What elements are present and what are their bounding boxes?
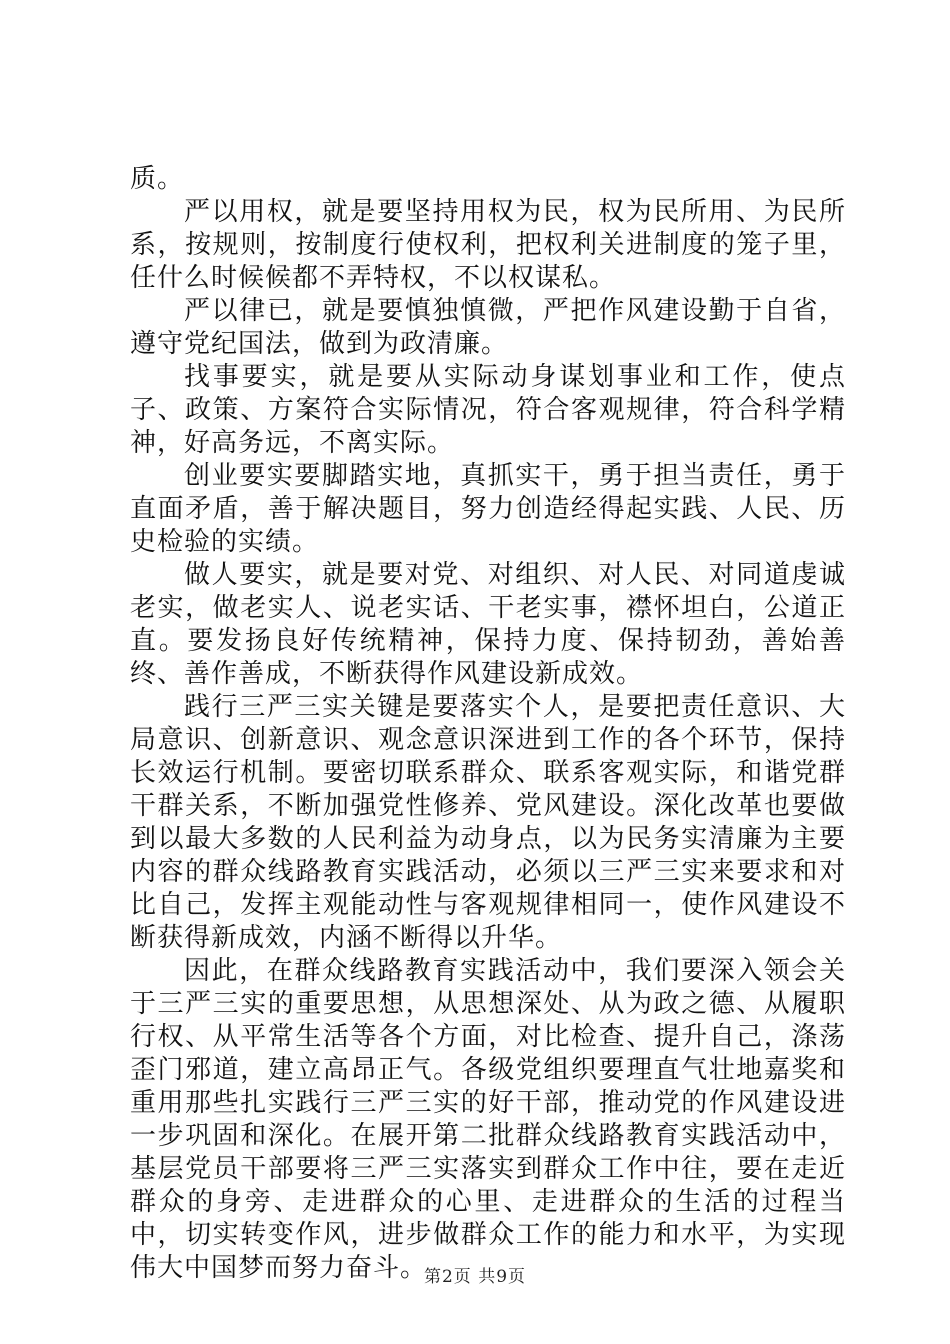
document-body xyxy=(130,163,846,1285)
paragraph: 严以律已，就是要慎独慎微，严把作风建设勤于自省，遵守党纪国法，做到为政清廉。 xyxy=(130,296,846,359)
paragraph: 创业要实要脚踏实地，真抓实干，勇于担当责任，勇于直面矛盾，善于解决题目，努力创造经得起实践、人民、历史检验的实绩。 xyxy=(130,461,846,557)
paragraph: 践行三严三实关键是要落实个人，是要把责任意识、大局意识、创新意识、观念意识深进到工作的各个环节，保持长效运行机制。要密切联系群众、联系客观实际，和谐党群干群关系，不断加强党性修养、党风建设。深化改革也要做到以最大多数的人民利益为动身点，以为民务实清廉为主要内容的群众线路教育实践活动，必须以三严三实来要求和对比自己，发挥主观能动性与客观规律相同一，使作风建设不断获得新成效，内涵不断得以升华。 xyxy=(130,692,846,953)
paragraph: 做人要实，就是要对党、对组织、对人民、对同道虔诚老实，做老实人、说老实话、干老实事，襟怀坦白，公道正直。要发扬良好传统精神，保持力度、保持韧劲，善始善终、善作善成，不断获得作风建设新成效。 xyxy=(130,560,846,689)
paragraph: 找事要实，就是要从实际动身谋划事业和工作，使点子、政策、方案符合实际情况，符合客观规律，符合科学精神，好高务远，不离实际。 xyxy=(130,362,846,458)
page-number-footer: 第2页 共9页 xyxy=(423,1267,527,1287)
paragraph: 严以用权，就是要坚持用权为民，权为民所用、为民所系，按规则，按制度行使权利，把权利关进制度的笼子里，任什么时候候都不弄特权，不以权谋私。 xyxy=(130,197,846,293)
paragraph: 因此，在群众线路教育实践活动中，我们要深入领会关于三严三实的重要思想，从思想深处、从为政之德、从履职行权、从平常生活等各个方面，对比检查、提升自己，涤荡歪门邪道，建立高昂正气。各级党组织要理直气壮地嘉奖和重用那些扎实践行三严三实的好干部，推动党的作风建设进一步巩固和深化。在展开第二批群众线路教育实践活动中，基层党员干部要将三严三实落实到群众工作中往，要在走近群众的身旁、走进群众的心里、走进群众的生活的过程当中，切实转变作风，进步做群众工作的能力和水平，为实现伟大中国梦而努力奋斗。 xyxy=(130,956,846,1283)
paragraph-continuation: 质。 xyxy=(130,164,185,194)
